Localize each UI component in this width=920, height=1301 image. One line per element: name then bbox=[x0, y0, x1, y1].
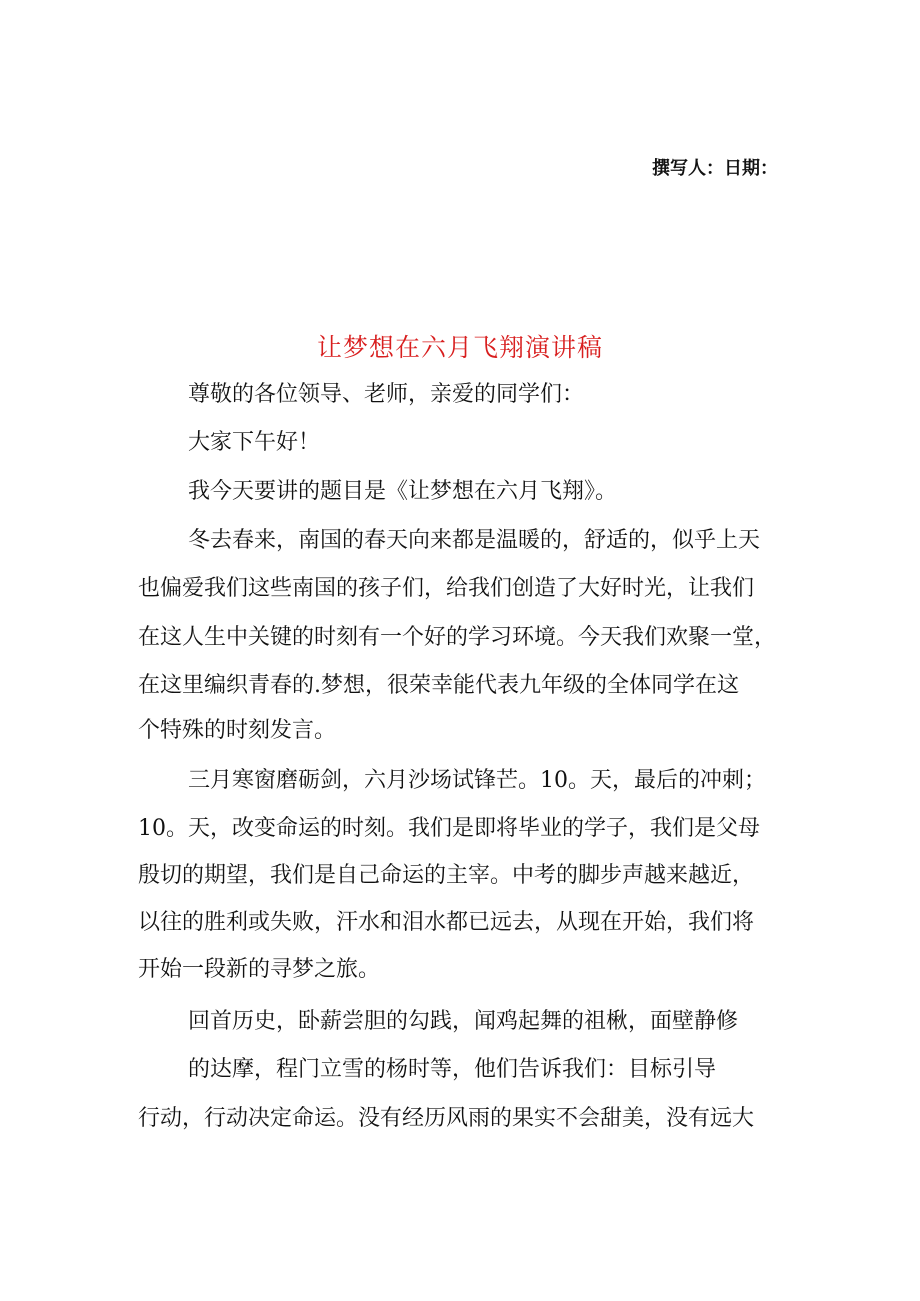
paragraph-line: 的达摩，程门立雪的杨时等，他们告诉我们：目标引导 bbox=[188, 1057, 717, 1082]
paragraph-line: 三月寒窗磨砺剑，六月沙场试锋芒。10。天，最后的冲刺； bbox=[188, 768, 766, 793]
paragraph-line: 也偏爱我们这些南国的孩子们，给我们创造了大好时光，让我们 bbox=[138, 576, 755, 601]
paragraph-line: 在这里编织青春的.梦想，很荣幸能代表九年级的全体同学在这 bbox=[138, 673, 739, 698]
salutation-line: 尊敬的各位领导、老师，亲爱的同学们： bbox=[188, 382, 585, 407]
paragraph-line: 冬去春来，南国的春天向来都是温暖的，舒适的，似乎上天 bbox=[188, 528, 761, 553]
greeting-line: 大家下午好！ bbox=[188, 430, 321, 455]
topic-line: 我今天要讲的题目是《让梦想在六月飞翔》。 bbox=[188, 479, 618, 504]
paragraph-line: 开始一段新的寻梦之旅。 bbox=[138, 957, 381, 982]
paragraph-line: 在这人生中关键的时刻有一个好的学习环境。今天我们欢聚一堂， bbox=[138, 625, 777, 650]
paragraph-line: 行动，行动决定命运。没有经历风雨的果实不会甜美，没有远大 bbox=[138, 1106, 755, 1131]
paragraph-line: 个特殊的时刻发言。 bbox=[138, 718, 337, 743]
paragraph-line: 回首历史，卧薪尝胆的勾践，闻鸡起舞的祖楸，面壁静修 bbox=[188, 1009, 739, 1034]
paragraph-line: 以往的胜利或失败，汗水和泪水都已远去，从现在开始，我们将 bbox=[138, 910, 755, 935]
document-title: 让梦想在六月飞翔演讲稿 bbox=[316, 333, 603, 362]
paragraph-line: 10。天，改变命运的时刻。我们是即将毕业的学子，我们是父母 bbox=[138, 816, 760, 841]
paragraph-line: 殷切的期望，我们是自己命运的主宰。中考的脚步声越来越近， bbox=[138, 863, 755, 888]
author-date-label: 撰写人：日期： bbox=[652, 158, 778, 179]
